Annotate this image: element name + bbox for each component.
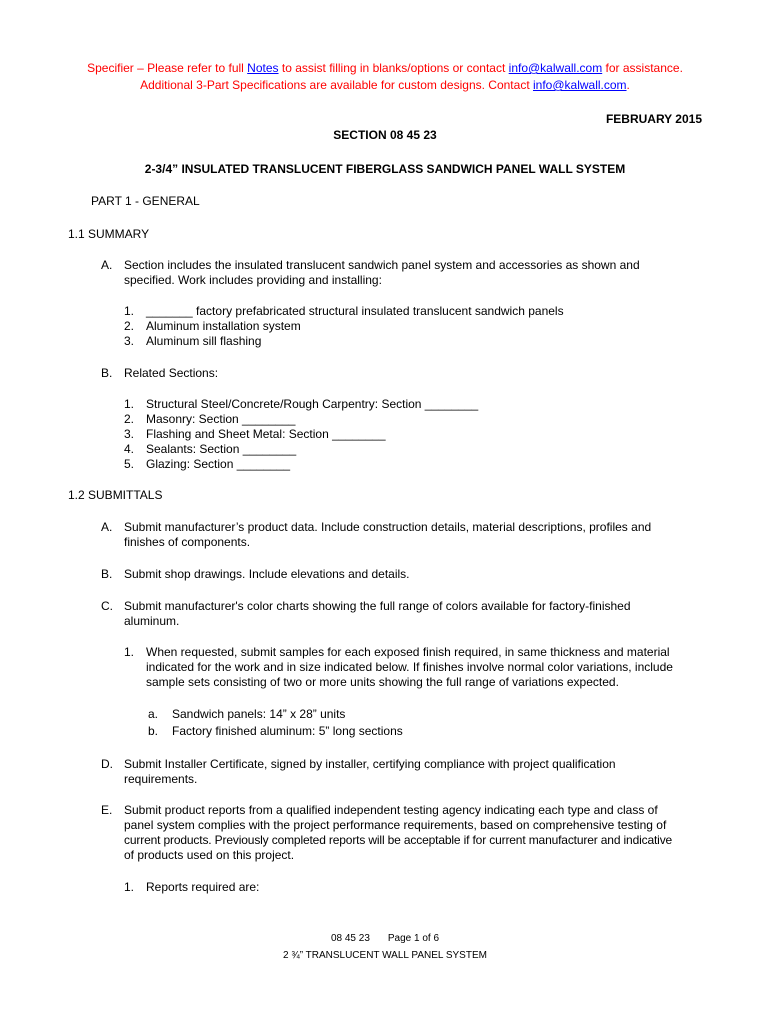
specifier-note-line2 [0,78,770,93]
document-date: FEBRUARY 2015 [605,112,702,126]
list-text: Factory finished aluminum: 5” long sections [172,724,403,738]
list-text: Aluminum installation system [146,319,301,333]
list-item [124,397,479,412]
paragraph-text: Submit shop drawings. Include elevations and details. [124,567,410,581]
item-label: A. [101,520,113,534]
list-item [124,412,296,427]
page-footer [0,931,770,946]
list-number: 1. [124,397,135,411]
list-number: 4. [124,442,135,456]
footer-page-number: Page 1 of 6 [387,933,440,944]
list-number: 5. [124,457,135,471]
list-number: 1. [124,304,135,318]
list-text: _______ factory prefabricated structural insulated translucent sandwich panels [146,304,564,318]
list-text: Aluminum sill flashing [146,334,262,348]
list-number: 1. [124,645,135,659]
note-text: Additional 3-Part Specifications are available for custom designs. Contact [140,78,533,92]
list-text: Sandwich panels: 14” x 28” units [172,707,346,721]
list-text: Structural Steel/Concrete/Rough Carpentry: Section ________ [146,397,479,411]
paragraph-text: Submit Installer Certificate, signed by installer, certifying compliance with project qualification [124,757,616,771]
paragraph-text: sample sets consisting of two or more units showing the full range of variations expected. [146,675,619,689]
list-item [124,442,297,457]
note-text: . [626,78,630,92]
list-item [148,707,346,722]
paragraph-text: When requested, submit samples for each exposed finish required, in same thickness and material [146,645,670,659]
specifier-note-line1 [0,61,770,76]
email-link[interactable]: info@kalwall.com [508,61,603,75]
email-link[interactable]: info@kalwall.com [532,78,627,92]
item-label: C. [101,599,113,613]
paragraph-text: Related Sections: [124,366,219,380]
list-text: Sealants: Section ________ [146,442,297,456]
list-number: 3. [124,427,135,441]
footer-section-code: 08 45 23 [330,933,370,944]
list-text: Flashing and Sheet Metal: Section ________ [146,427,386,441]
paragraph-text: indicated for the work and in size indicated below. If finishes involve normal color variations, include [146,660,673,674]
list-letter: a. [148,707,159,721]
paragraph-text: aluminum. [124,614,180,628]
submittals-heading: 1.2 SUBMITTALS [68,488,163,502]
list-item [124,427,386,442]
list-number: 2. [124,412,135,426]
list-item [124,334,262,349]
item-label: A. [101,258,113,272]
item-label: B. [101,366,113,380]
list-number: 1. [124,880,135,894]
note-text: Specifier – Please refer to full [87,61,248,75]
list-text: Masonry: Section ________ [146,412,296,426]
note-text: to assist filling in blanks/options or contact [278,61,509,75]
paragraph-text: specified. Work includes providing and installing: [124,273,382,287]
notes-link[interactable]: Notes [247,61,279,75]
item-label: D. [101,757,113,771]
paragraph-text: Reports required are: [146,880,260,894]
paragraph-text: Section includes the insulated translucent sandwich panel system and accessories as shown and [124,258,640,272]
paragraph-text: panel system complies with the project performance requirements, based on comprehensive testing of [124,818,667,832]
list-text: Glazing: Section ________ [146,457,291,471]
footer-title: 2 ¾” TRANSLUCENT WALL PANEL SYSTEM [283,950,487,961]
list-item [124,457,291,472]
list-number: 2. [124,319,135,333]
item-label: B. [101,567,113,581]
note-text: for assistance. [602,61,683,75]
item-label: E. [101,803,113,817]
list-item [124,304,564,319]
part-heading: PART 1 - GENERAL [91,194,200,208]
list-number: 3. [124,334,135,348]
paragraph-text: finishes of components. [124,535,251,549]
list-letter: b. [148,724,159,738]
list-item [124,319,301,334]
summary-heading: 1.1 SUMMARY [68,227,150,241]
paragraph-text: Submit product reports from a qualified independent testing agency indicating each type and class of [124,803,658,817]
paragraph-text: Submit manufacturer's color charts showing the full range of colors available for factory-finished [124,599,631,613]
section-number: SECTION 08 45 23 [333,128,437,142]
paragraph-text: requirements. [124,772,198,786]
paragraph-text: current products. Previously completed reports will be acceptable if for current manufacturer and indicative [124,833,673,847]
section-title: 2-3/4” INSULATED TRANSLUCENT FIBERGLASS SANDWICH PANEL WALL SYSTEM [144,162,626,176]
paragraph-text: Submit manufacturer’s product data. Include construction details, material descriptions, profiles and [124,520,652,534]
paragraph-text: of products used on this project. [124,848,295,862]
list-item [148,724,403,739]
